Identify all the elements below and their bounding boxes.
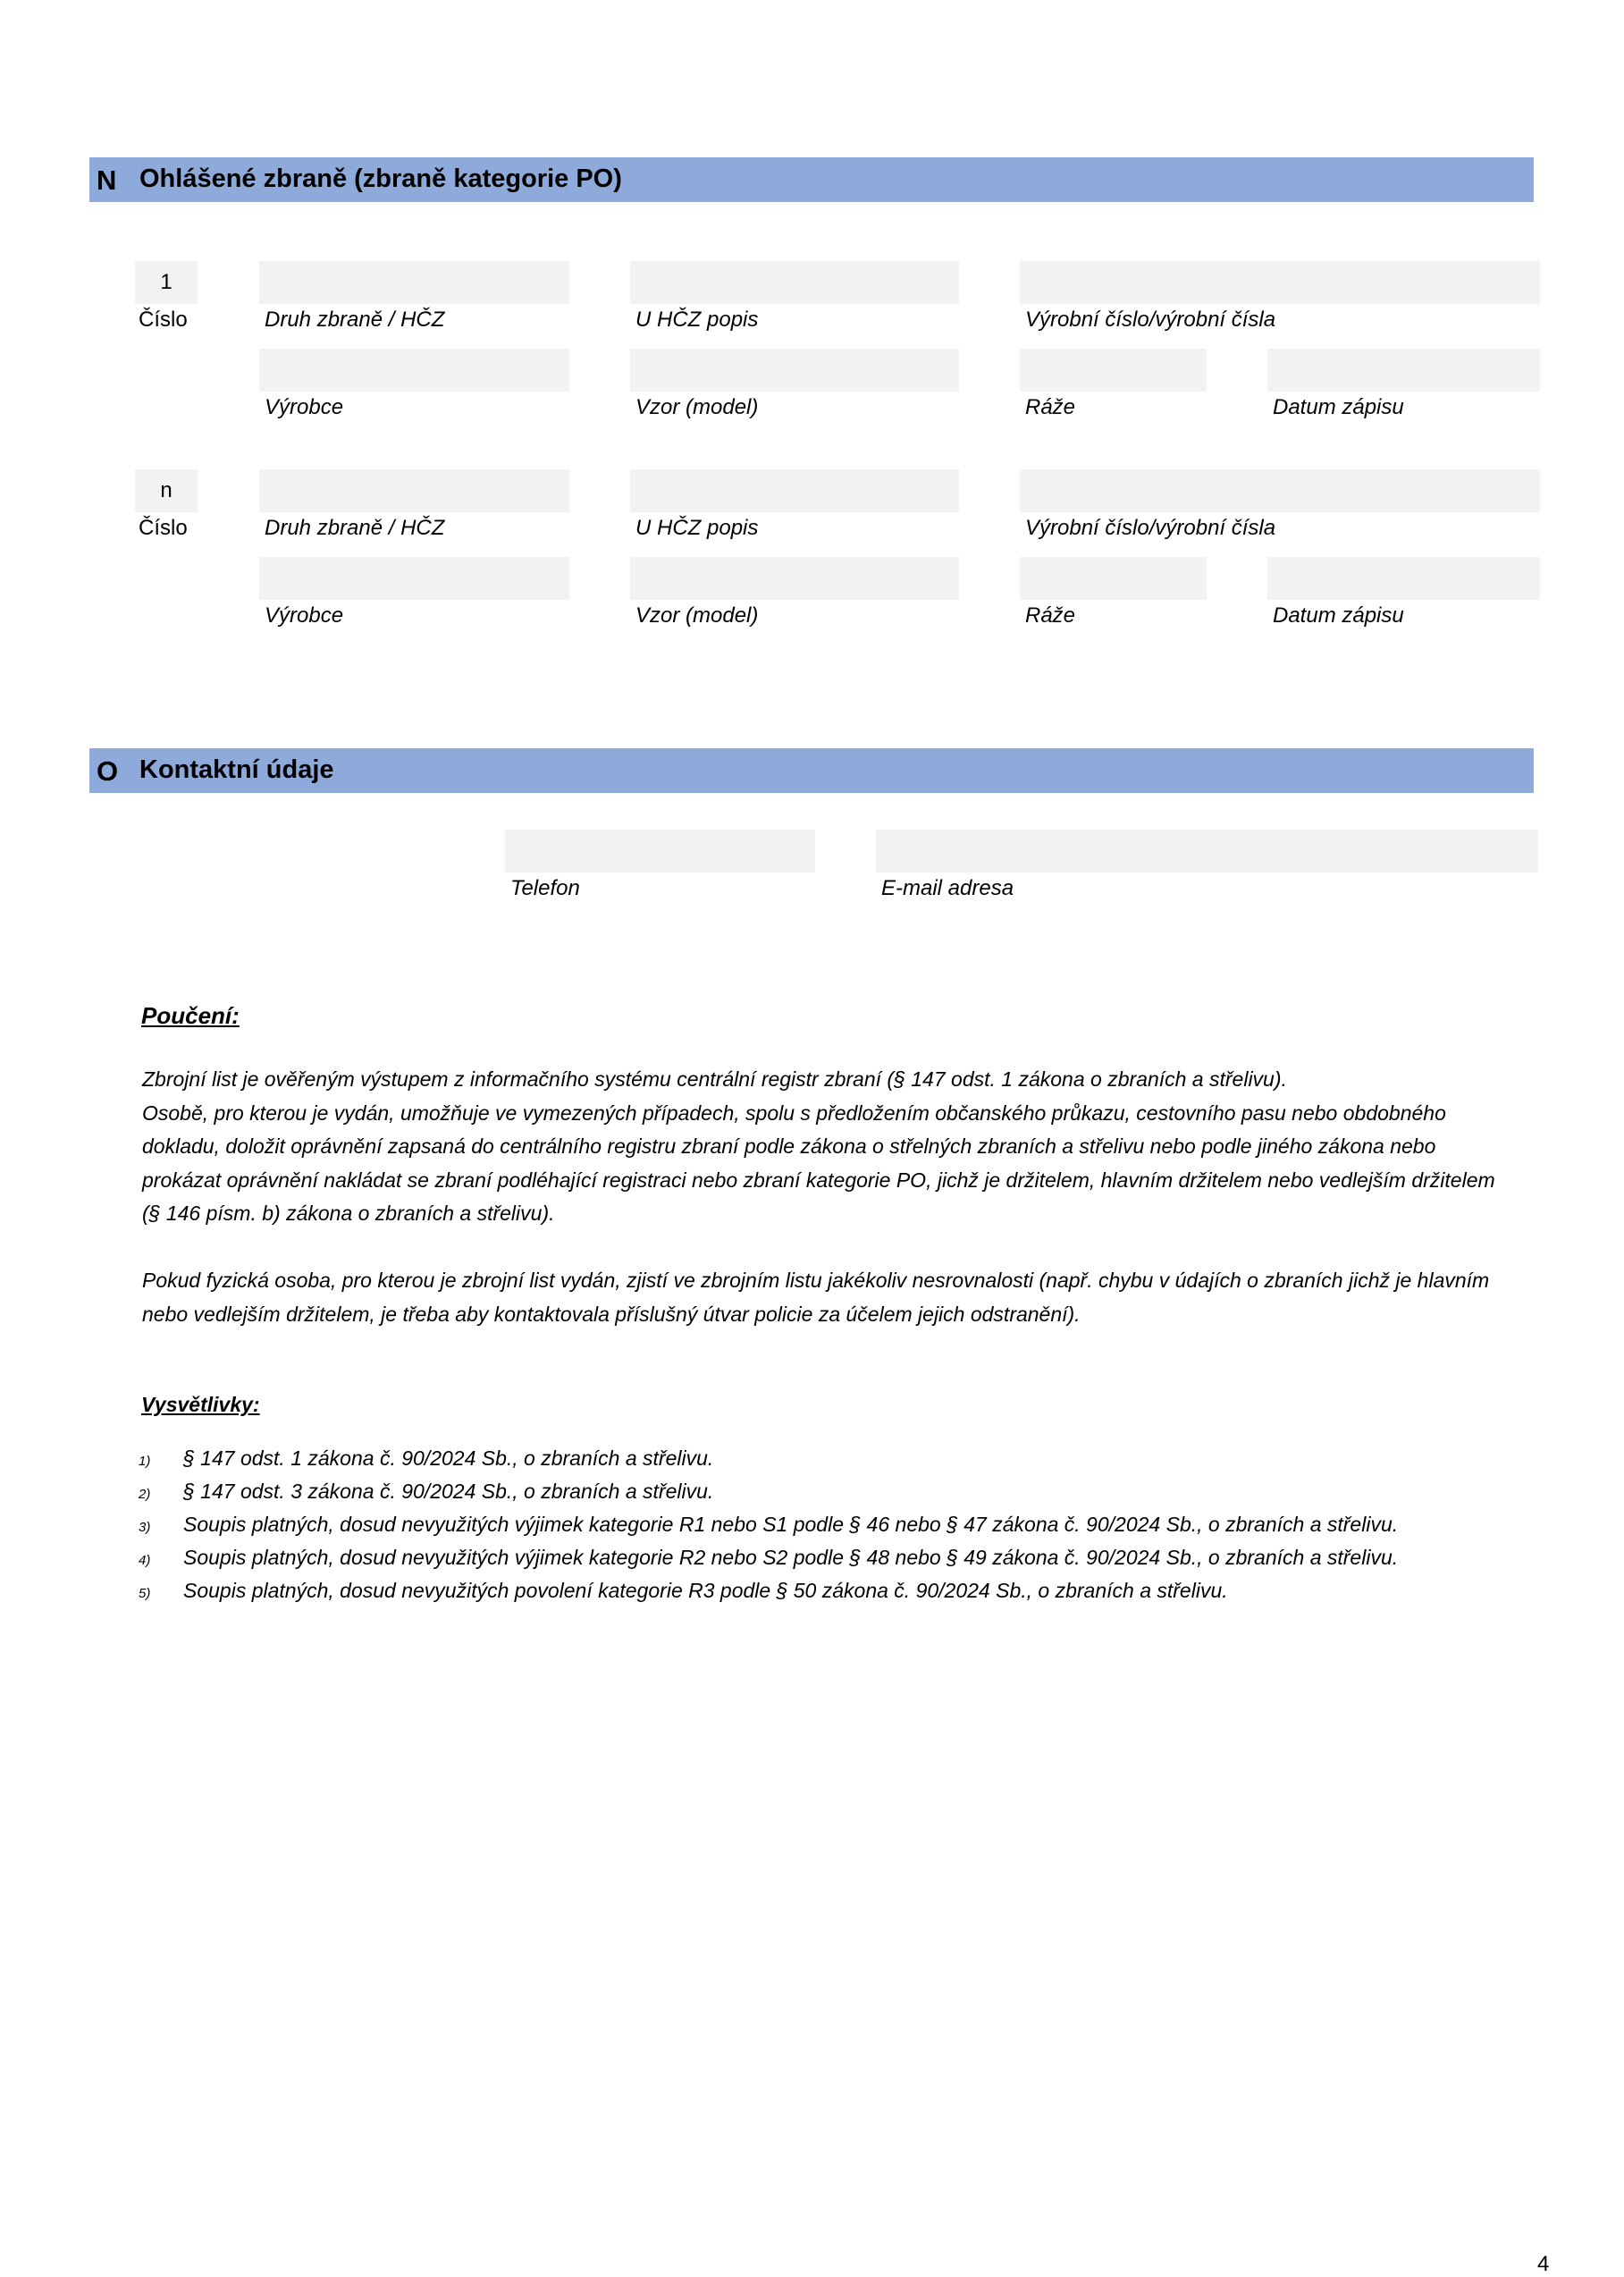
hcz-popis-field[interactable] xyxy=(630,469,959,512)
datum-zapisu-field[interactable] xyxy=(1267,349,1540,392)
entry-number: 1 xyxy=(135,261,198,304)
pouceni-line: dokladu, doložit oprávnění zapsaná do centrálního registru zbraní podle zákona o střelných zbraních a střelivu nebo podle jiného zákona nebo xyxy=(142,1134,1436,1158)
pouceni-paragraph-1 xyxy=(142,1063,1536,1231)
vysvetlivky-heading: Vysvětlivky: xyxy=(141,1393,260,1416)
druh-zbrane-field[interactable] xyxy=(259,469,569,512)
pouceni-paragraph-2 xyxy=(142,1264,1536,1331)
raze-label: Ráže xyxy=(1025,603,1076,628)
email-field[interactable] xyxy=(876,830,1538,873)
vyrobce-field[interactable] xyxy=(259,349,569,392)
section-n-header xyxy=(89,157,1534,202)
vzor-model-field[interactable] xyxy=(630,349,959,392)
vyrobce-label: Výrobce xyxy=(265,603,344,628)
footnote-number: 3) xyxy=(139,1520,151,1535)
pouceni-heading: Poučení: xyxy=(141,1002,240,1029)
druh-zbrane-field[interactable] xyxy=(259,261,569,304)
section-o-letter: O xyxy=(97,755,119,787)
pouceni-line: prokázat oprávnění nakládat se zbraní podléhající registraci nebo zbraní kategorie PO, jichž je držitelem, hlavním držitelem nebo vedlejším držitelem xyxy=(142,1168,1495,1192)
section-o-title: Kontaktní údaje xyxy=(139,755,334,784)
vyrobni-cislo-label: Výrobní číslo/výrobní čísla xyxy=(1025,308,1276,332)
pouceni-line: Pokud fyzická osoba, pro kterou je zbrojní list vydán, zjistí ve zbrojním listu jakékoliv nesrovnalosti (např. chybu v údajích o zbraních jichž je hlavním xyxy=(142,1269,1490,1292)
vyrobni-cislo-field[interactable] xyxy=(1020,469,1540,512)
vyrobni-cislo-field[interactable] xyxy=(1020,261,1540,304)
vyrobni-cislo-label: Výrobní číslo/výrobní čísla xyxy=(1025,516,1276,540)
section-n-title: Ohlášené zbraně (zbraně kategorie PO) xyxy=(139,164,622,193)
footnote-text: § 147 odst. 3 zákona č. 90/2024 Sb., o zbraních a střelivu. xyxy=(183,1480,714,1503)
pouceni-line: nebo vedlejším držitelem, je třeba aby kontaktovala příslušný útvar policie za účelem jejich odstranění). xyxy=(142,1302,1081,1326)
pouceni-line: Zbrojní list je ověřeným výstupem z informačního systému centrální registr zbraní (§ 147 odst. 1 zákona o zbraních a střelivu). xyxy=(142,1067,1287,1091)
telefon-field[interactable] xyxy=(505,830,815,873)
datum-zapisu-label: Datum zápisu xyxy=(1273,603,1404,628)
hcz-popis-label: U HČZ popis xyxy=(635,308,759,332)
telefon-label: Telefon xyxy=(510,876,580,900)
footnote-text: Soupis platných, dosud nevyužitých povolení kategorie R3 podle § 50 zákona č. 90/2024 Sb., o zbraních a střelivu. xyxy=(183,1579,1228,1602)
footnote-number: 2) xyxy=(139,1487,151,1502)
hcz-popis-label: U HČZ popis xyxy=(635,516,759,540)
raze-label: Ráže xyxy=(1025,395,1076,419)
vzor-model-field[interactable] xyxy=(630,557,959,600)
pouceni-line: Osobě, pro kterou je vydán, umožňuje ve vymezených případech, spolu s předložením občanského průkazu, cestovního pasu nebo obdobného xyxy=(142,1101,1446,1125)
druh-zbrane-label: Druh zbraně / HČZ xyxy=(265,516,445,540)
raze-field[interactable] xyxy=(1020,349,1207,392)
hcz-popis-field[interactable] xyxy=(630,261,959,304)
footnote-number: 5) xyxy=(139,1586,151,1601)
footnote-text: Soupis platných, dosud nevyužitých výjimek kategorie R2 nebo S2 podle § 48 nebo § 49 zákona č. 90/2024 Sb., o zbraních a střelivu. xyxy=(183,1546,1399,1569)
vyrobce-label: Výrobce xyxy=(265,395,344,419)
raze-field[interactable] xyxy=(1020,557,1207,600)
section-n-letter: N xyxy=(97,164,117,196)
footnote-number: 4) xyxy=(139,1553,151,1568)
footnote-number: 1) xyxy=(139,1454,151,1469)
footnote-text: § 147 odst. 1 zákona č. 90/2024 Sb., o zbraních a střelivu. xyxy=(183,1446,714,1470)
vyrobce-field[interactable] xyxy=(259,557,569,600)
datum-zapisu-label: Datum zápisu xyxy=(1273,395,1404,419)
page-number: 4 xyxy=(1537,2252,1550,2276)
footnote-text: Soupis platných, dosud nevyužitých výjimek kategorie R1 nebo S1 podle § 46 nebo § 47 zákona č. 90/2024 Sb., o zbraních a střelivu. xyxy=(183,1513,1399,1536)
email-label: E-mail adresa xyxy=(881,876,1014,900)
druh-zbrane-label: Druh zbraně / HČZ xyxy=(265,308,445,332)
cislo-label: Číslo xyxy=(139,516,188,540)
vzor-model-label: Vzor (model) xyxy=(635,603,759,628)
entry-number: n xyxy=(135,469,198,512)
section-o-header xyxy=(89,748,1534,793)
cislo-label: Číslo xyxy=(139,308,188,332)
pouceni-line: (§ 146 písm. b) zákona o zbraních a střelivu). xyxy=(142,1202,555,1225)
datum-zapisu-field[interactable] xyxy=(1267,557,1540,600)
vzor-model-label: Vzor (model) xyxy=(635,395,759,419)
